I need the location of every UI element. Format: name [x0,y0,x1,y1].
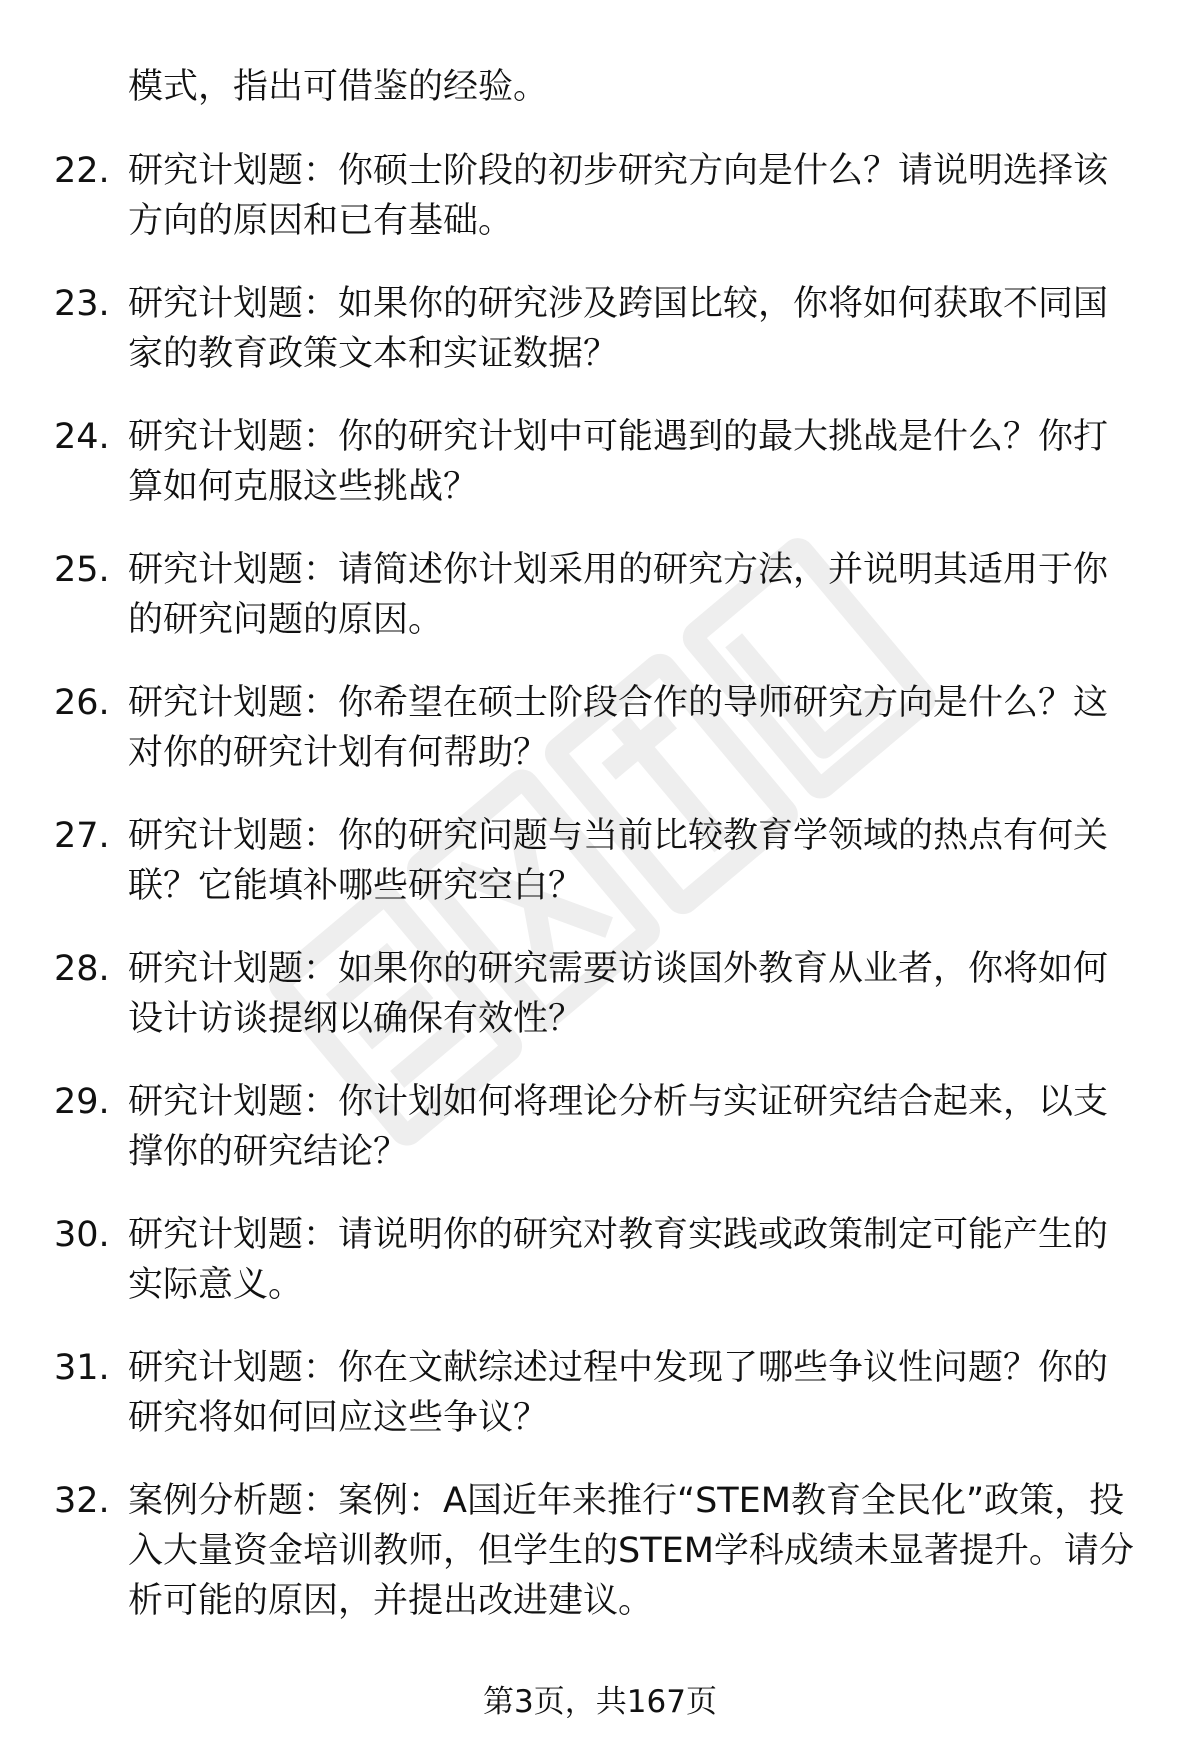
question-number: 22. [54,151,110,191]
question-text: 研究计划题：你在文献综述过程中发现了哪些争议性问题？你的研究将如何回应这些争议？ [128,1348,1109,1438]
question-item [0,1343,1200,1476]
question-number: 25. [54,550,110,590]
question-text: 研究计划题：你计划如何将理论分析与实证研究结合起来，以支撑你的研究结论？ [128,1082,1109,1172]
question-item [0,811,1200,944]
question-number: 24. [54,417,110,457]
question-number: 30. [54,1215,110,1255]
question-number: 32. [54,1481,110,1521]
question-item [0,1077,1200,1210]
question-item [0,678,1200,811]
question-list [0,146,1200,1646]
question-item [0,545,1200,678]
question-item [0,412,1200,545]
question-text: 研究计划题：如果你的研究需要访谈国外教育从业者，你将如何设计访谈提纲以确保有效性？ [128,949,1109,1039]
continuation-text: 模式，指出可借鉴的经验。 [128,67,549,107]
question-number: 29. [54,1082,110,1122]
question-item [0,944,1200,1077]
question-item [0,146,1200,279]
question-text: 研究计划题：如果你的研究涉及跨国比较，你将如何获取不同国家的教育政策文本和实证数据？ [128,284,1109,374]
question-text: 案例分析题：案例：A国近年来推行“STEM教育全民化”政策，投入大量资金培训教师，但学生的STEM学科成绩未显著提升。请分析可能的原因，并提出改进建议。 [128,1481,1134,1621]
question-text: 研究计划题：你的研究问题与当前比较教育学领域的热点有何关联？它能填补哪些研究空白？ [128,816,1109,906]
question-text: 研究计划题：请说明你的研究对教育实践或政策制定可能产生的实际意义。 [128,1215,1109,1305]
question-number: 27. [54,816,110,856]
question-number: 31. [54,1348,110,1388]
question-text: 研究计划题：你的研究计划中可能遇到的最大挑战是什么？你打算如何克服这些挑战？ [128,417,1109,507]
question-text: 研究计划题：你硕士阶段的初步研究方向是什么？请说明选择该方向的原因和已有基础。 [128,151,1109,241]
page-footer: 第3页，共167页 [483,1684,717,1720]
question-text: 研究计划题：请简述你计划采用的研究方法，并说明其适用于你的研究问题的原因。 [128,550,1109,640]
question-number: 23. [54,284,110,324]
question-item [0,1210,1200,1343]
question-number: 28. [54,949,110,989]
question-item [0,279,1200,412]
question-number: 26. [54,683,110,723]
question-text: 研究计划题：你希望在硕士阶段合作的导师研究方向是什么？这对你的研究计划有何帮助？ [128,683,1109,773]
question-item [0,1476,1200,1646]
